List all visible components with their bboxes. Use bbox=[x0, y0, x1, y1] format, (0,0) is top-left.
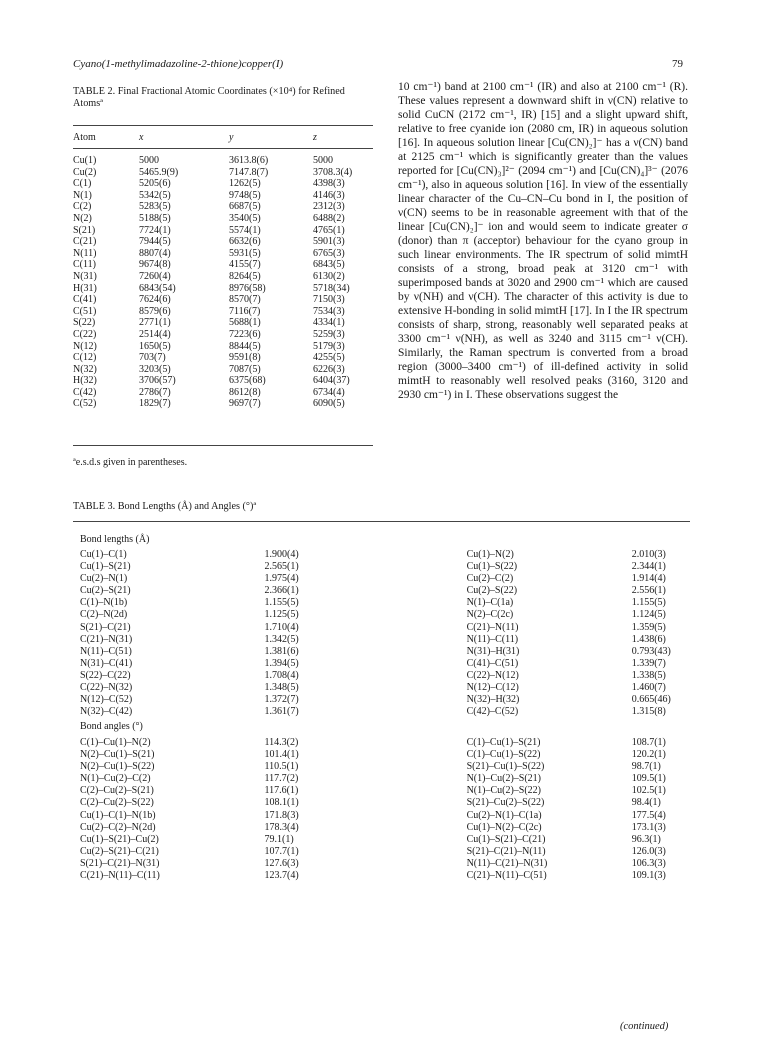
table3-cell: C(22)–N(32) bbox=[80, 682, 133, 694]
table2-cell: C(42) bbox=[73, 386, 97, 398]
table2-cell: 5688(1) bbox=[229, 317, 261, 329]
table3-row bbox=[80, 870, 690, 882]
table3-cell: 1.438(6) bbox=[631, 633, 666, 645]
table2-cell: 6765(3) bbox=[313, 247, 345, 259]
table3-row bbox=[80, 670, 690, 682]
table3-cell: 1.315(8) bbox=[631, 706, 666, 718]
table2-cell: 6687(5) bbox=[229, 201, 261, 213]
table2-cell: C(21) bbox=[73, 236, 97, 248]
table2-cell: 9674(8) bbox=[139, 259, 171, 271]
table2-row bbox=[73, 375, 383, 387]
table3-cell: C(2)–Cu(2)–S(21) bbox=[80, 785, 154, 797]
table3-cell: Cu(1)–N(2)–C(2c) bbox=[466, 821, 542, 833]
table3-row bbox=[80, 785, 690, 797]
table2-cell: H(31) bbox=[73, 282, 97, 294]
table2-cell: 5901(3) bbox=[313, 236, 345, 248]
table2-row bbox=[73, 178, 383, 190]
table3-row bbox=[80, 622, 690, 634]
table3-cell: 0.793(43) bbox=[631, 645, 671, 657]
table2-cell: 7724(1) bbox=[139, 224, 171, 236]
table3-cell: Cu(2)–N(1)–C(1a) bbox=[466, 809, 542, 821]
table3-lengths bbox=[80, 549, 690, 718]
table2-row bbox=[73, 283, 383, 295]
table3-cell: Cu(1)–C(1)–N(1b) bbox=[80, 809, 156, 821]
table2-cell: 2786(7) bbox=[139, 386, 171, 398]
table2-row bbox=[73, 271, 383, 283]
table3-cell: 1.975(4) bbox=[264, 573, 299, 585]
table3-cell: N(2)–Cu(1)–S(22) bbox=[80, 761, 155, 773]
table3-cell: C(21)–N(11)–C(11) bbox=[80, 870, 160, 882]
table2-cell: 7150(3) bbox=[313, 294, 345, 306]
table3-cell: Cu(1)–N(2) bbox=[466, 549, 514, 560]
table3-cell: C(22)–N(12) bbox=[466, 669, 519, 681]
table3-cell: 96.3(1) bbox=[631, 833, 661, 845]
table2-cell: 8579(6) bbox=[139, 305, 171, 317]
table3-cell: 110.5(1) bbox=[264, 761, 299, 773]
table3-cell: 109.5(1) bbox=[631, 773, 666, 785]
table3-cell: C(21)–N(11)–C(51) bbox=[466, 870, 547, 882]
table3-row bbox=[80, 706, 690, 718]
table2-cell: 3613.8(6) bbox=[229, 155, 269, 166]
table2-cell: 7116(7) bbox=[229, 305, 261, 317]
table3-cell: N(2)–Cu(1)–S(21) bbox=[80, 749, 155, 761]
table2-cell: 6090(5) bbox=[313, 398, 345, 410]
table3-cell: C(1)–Cu(1)–N(2) bbox=[80, 737, 151, 748]
table2-caption: TABLE 2. Final Fractional Atomic Coordinates (×10⁴) for Refined Atomsª bbox=[73, 86, 345, 109]
table2-cell: N(12) bbox=[73, 340, 97, 352]
table2-col-y: y bbox=[229, 132, 234, 143]
table2-row bbox=[73, 387, 383, 399]
table3-row bbox=[80, 646, 690, 658]
table3-cell: 123.7(4) bbox=[264, 870, 299, 882]
table2-cell: C(2) bbox=[73, 201, 92, 213]
table3-cell: 120.2(1) bbox=[631, 749, 666, 761]
table2-cell: 5283(5) bbox=[139, 201, 171, 213]
table2-cell: 4155(7) bbox=[229, 259, 261, 271]
running-title: Cyano(1-methylimadazoline-2-thione)copper(I) bbox=[73, 58, 284, 70]
table3-cell: Cu(1)–S(22) bbox=[466, 561, 518, 573]
table3-cell: 1.394(5) bbox=[264, 657, 299, 669]
table3-row bbox=[80, 634, 690, 646]
table2-row bbox=[73, 341, 383, 353]
table2-cell: N(11) bbox=[73, 247, 97, 259]
table3-cell: 1.339(7) bbox=[631, 657, 666, 669]
table3-cell: C(2)–Cu(2)–S(22) bbox=[80, 797, 154, 809]
table3-cell: C(21)–N(11) bbox=[466, 621, 519, 633]
table2-cell: 3706(57) bbox=[139, 375, 176, 387]
table2-cell: 2312(3) bbox=[313, 201, 345, 213]
table3-cell: N(31)–C(41) bbox=[80, 657, 133, 669]
table3-cell: 114.3(2) bbox=[264, 737, 299, 748]
table3-cell: C(1)–Cu(1)–S(22) bbox=[466, 749, 541, 761]
table3-cell: 109.1(3) bbox=[631, 870, 666, 882]
table3-top-rule bbox=[73, 521, 690, 522]
table3-cell: 2.344(1) bbox=[631, 561, 666, 573]
table2-cell: 8264(5) bbox=[229, 270, 261, 282]
table2-row bbox=[73, 329, 383, 341]
table2-cell: 6488(2) bbox=[313, 212, 345, 224]
table2-cell: C(1) bbox=[73, 178, 92, 190]
table3-cell: N(1)–Cu(2)–S(22) bbox=[466, 785, 542, 797]
table2-cell: Cu(2) bbox=[73, 166, 97, 178]
table2-cell: C(52) bbox=[73, 398, 97, 410]
table3-row bbox=[80, 737, 690, 749]
table2-cell: 6130(2) bbox=[313, 270, 345, 282]
table3-cell: 1.342(5) bbox=[264, 633, 299, 645]
table3-cell: 1.381(6) bbox=[264, 645, 299, 657]
table3-cell: 2.556(1) bbox=[631, 585, 666, 597]
table3-cell: Cu(1)–S(21)–Cu(2) bbox=[80, 833, 159, 845]
table3-cell: 1.710(4) bbox=[264, 621, 299, 633]
table2-cell: 703(7) bbox=[139, 352, 166, 364]
table3-cell: N(11)–C(51) bbox=[80, 645, 132, 657]
table2-cell: 1262(5) bbox=[229, 178, 261, 190]
table2-cell: 3540(5) bbox=[229, 212, 261, 224]
table2-row bbox=[73, 213, 383, 225]
table2-cell: 7534(3) bbox=[313, 305, 345, 317]
table2-cell: 6226(3) bbox=[313, 363, 345, 375]
table3-cell: 1.155(5) bbox=[264, 597, 299, 609]
table2-cell: 6404(37) bbox=[313, 375, 350, 387]
table3-row bbox=[80, 858, 690, 870]
table3-cell: C(1)–N(1b) bbox=[80, 597, 128, 609]
table2-row bbox=[73, 155, 383, 167]
table3-cell: Cu(2)–N(1) bbox=[80, 573, 128, 585]
table3-cell: 1.914(4) bbox=[631, 573, 666, 585]
table2-footnote: ªe.s.d.s given in parentheses. bbox=[73, 457, 188, 468]
table2-cell: 9748(5) bbox=[229, 189, 261, 201]
table3-row bbox=[80, 773, 690, 785]
table3-cell: S(22)–C(22) bbox=[80, 669, 131, 681]
table2-row bbox=[73, 225, 383, 237]
table2-cell: 5000 bbox=[313, 155, 333, 166]
table3-cell: 1.359(5) bbox=[631, 621, 666, 633]
table2-cell: 8844(5) bbox=[229, 340, 261, 352]
table3-cell: Cu(2)–S(22) bbox=[466, 585, 518, 597]
table2-cell: C(51) bbox=[73, 305, 97, 317]
body-paragraph: 10 cm⁻¹) band at 2100 cm⁻¹ (IR) and also at 2100 cm⁻¹ (R). These values represent a downward shift in ν(CN) relative to solid CuCN (2172 cm⁻¹, IR) [15] and a slight upward shift, relative to free cyanide ion (2080 cm, IR) in aqueous solution [16]. In aqueous solution linear [Cu(CN)₂]⁻ has a ν(CN) band at 2125 cm⁻¹ which is significantly greater than the values reported for [Cu(CN)₃]²⁻ (2094 cm⁻¹) and [Cu(CN)₄]³⁻ (2076 cm⁻¹), also in aqueous solution [16]. In view of the essentially linear character of the Cu–CN–Cu bond in I, the position of ν(CN) seems to be in reasonable agreement with that of the linear [Cu(CN)₂]⁻ ion and would seem to indicate greater σ (donor) than π (acceptor) behaviour for the cyano group in such linear environments. The IR spectrum of solid mimtH consists of a strong, broad peak at 3120 cm⁻¹ with superimposed bands at 3020 and 2900 cm⁻¹ which are caused by ν(NH) and ν(CH). The character of this activity is due to extensive H-bonding in solid mimtH [17]. In I the IR spectrum consists of sharp, strong, reasonably well separated peaks at 3300 cm⁻¹ ν(NH), as well as 3240 and 3115 cm⁻¹ ν(CH). Similarly, the Raman spectrum is converted from a broad region (3000–3400 cm⁻¹) of ill-defined activity in solid mimtH to reasonably well resolved peaks (3160, 3120 and 2930 cm⁻¹) in I. These observations suggest the bbox=[398, 81, 688, 401]
table2-col-x: x bbox=[139, 132, 144, 143]
table2-cell: 4334(1) bbox=[313, 317, 345, 329]
table3-cell: C(41)–C(51) bbox=[466, 657, 519, 669]
table3-cell: C(2)–N(2d) bbox=[80, 609, 128, 621]
table2-top-rule bbox=[73, 125, 373, 126]
table2-row bbox=[73, 294, 383, 306]
table3-cell: 102.5(1) bbox=[631, 785, 666, 797]
table3-cell: N(1)–Cu(2)–C(2) bbox=[80, 773, 151, 785]
table2-body bbox=[73, 155, 383, 410]
table3-cell: 1.460(7) bbox=[631, 682, 666, 694]
table3-cell: Cu(2)–C(2)–N(2d) bbox=[80, 821, 156, 833]
table3-cell: 127.6(3) bbox=[264, 857, 299, 869]
table2-cell: 6632(6) bbox=[229, 236, 261, 248]
table3-cell: 1.900(4) bbox=[264, 549, 299, 560]
table3-cell: 1.125(5) bbox=[264, 609, 299, 621]
table3-cell: N(31)–H(31) bbox=[466, 645, 520, 657]
table2-row bbox=[73, 236, 383, 248]
table3-cell: 108.1(1) bbox=[264, 797, 299, 809]
table3-cell: 108.7(1) bbox=[631, 737, 666, 748]
table3-cell: Cu(1)–S(21) bbox=[80, 561, 131, 573]
table3-cell: N(1)–Cu(2)–S(21) bbox=[466, 773, 542, 785]
table2-cell: 3708.3(4) bbox=[313, 166, 353, 178]
table3-cell: 106.3(3) bbox=[631, 857, 666, 869]
table2-cell: 9697(7) bbox=[229, 398, 261, 410]
table2-cell: 1829(7) bbox=[139, 398, 171, 410]
table3-row bbox=[80, 797, 690, 809]
table2-cell: 5259(3) bbox=[313, 328, 345, 340]
table3-cell: S(21)–C(21)–N(11) bbox=[466, 845, 546, 857]
table3-row bbox=[80, 561, 690, 573]
table2-cell: 6375(68) bbox=[229, 375, 266, 387]
table3-cell: S(21)–Cu(2)–S(22) bbox=[466, 797, 545, 809]
table2-cell: N(31) bbox=[73, 270, 97, 282]
table3-cell: C(21)–N(31) bbox=[80, 633, 133, 645]
table3-cell: 117.6(1) bbox=[264, 785, 299, 797]
table2-header bbox=[73, 132, 383, 144]
table3-cell: 79.1(1) bbox=[264, 833, 294, 845]
table3-caption: TABLE 3. Bond Lengths (Å) and Angles (°)ª bbox=[73, 501, 257, 512]
table2-cell: 7223(6) bbox=[229, 328, 261, 340]
table2-col-atom: Atom bbox=[73, 132, 96, 143]
table3-row bbox=[80, 810, 690, 822]
table2-cell: C(11) bbox=[73, 259, 96, 271]
table2-row bbox=[73, 259, 383, 271]
table3-row bbox=[80, 585, 690, 597]
table3-cell: N(12)–C(52) bbox=[80, 694, 133, 706]
table3-row bbox=[80, 682, 690, 694]
table3-cell: S(21)–C(21) bbox=[80, 621, 131, 633]
table2-cell: 5342(5) bbox=[139, 189, 171, 201]
table2-cell: 4146(3) bbox=[313, 189, 345, 201]
page-number: 79 bbox=[672, 58, 683, 70]
continued-note: (continued) bbox=[620, 1021, 669, 1032]
table3-row bbox=[80, 609, 690, 621]
table2-cell: 4255(5) bbox=[313, 352, 345, 364]
table2-cell: 5718(34) bbox=[313, 282, 350, 294]
table2-cell: 5574(1) bbox=[229, 224, 261, 236]
table3-cell: 1.361(7) bbox=[264, 706, 299, 718]
table3-cell: 107.7(1) bbox=[264, 845, 299, 857]
table2-cell: 5188(5) bbox=[139, 212, 171, 224]
table2-cell: 5465.9(9) bbox=[139, 166, 179, 178]
table3-cell: 101.4(1) bbox=[264, 749, 299, 761]
table3-cell: N(1)–C(1a) bbox=[466, 597, 514, 609]
table3-cell: C(42)–C(52) bbox=[466, 706, 519, 718]
table2-cell: 7147.8(7) bbox=[229, 166, 269, 178]
table3-cell: Cu(2)–S(21) bbox=[80, 585, 131, 597]
table2-cell: S(21) bbox=[73, 224, 96, 236]
table2-cell: 7944(5) bbox=[139, 236, 171, 248]
table3-cell: 126.0(3) bbox=[631, 845, 666, 857]
table3-angles-heading: Bond angles (°) bbox=[80, 721, 143, 732]
table3-cell: 2.010(3) bbox=[631, 549, 666, 560]
table3-cell: 98.4(1) bbox=[631, 797, 661, 809]
table3-cell: N(12)–C(12) bbox=[466, 682, 519, 694]
table2-row bbox=[73, 352, 383, 364]
table2-row bbox=[73, 364, 383, 376]
table3-cell: 177.5(4) bbox=[631, 809, 666, 821]
table2-row bbox=[73, 201, 383, 213]
table3-row bbox=[80, 658, 690, 670]
table2-cell: 8976(58) bbox=[229, 282, 266, 294]
table3-row bbox=[80, 597, 690, 609]
table2-cell: N(32) bbox=[73, 363, 97, 375]
table3-cell: N(32)–C(42) bbox=[80, 706, 133, 718]
table3-row bbox=[80, 846, 690, 858]
table2-cell: 2771(1) bbox=[139, 317, 171, 329]
table2-cell: 5931(5) bbox=[229, 247, 261, 259]
table2-cell: 5205(6) bbox=[139, 178, 171, 190]
table3-row bbox=[80, 549, 690, 561]
table3-lengths-heading: Bond lengths (Å) bbox=[80, 534, 150, 545]
table2-cell: 5179(3) bbox=[313, 340, 345, 352]
table3-cell: 1.708(4) bbox=[264, 669, 299, 681]
table2-cell: N(1) bbox=[73, 189, 92, 201]
table3-cell: 1.155(5) bbox=[631, 597, 666, 609]
table2-cell: 7624(6) bbox=[139, 294, 171, 306]
table3-row bbox=[80, 822, 690, 834]
table3-cell: 1.124(5) bbox=[631, 609, 666, 621]
table3-cell: 1.372(7) bbox=[264, 694, 299, 706]
table2-cell: 2514(4) bbox=[139, 328, 171, 340]
table3-cell: N(32)–H(32) bbox=[466, 694, 520, 706]
table2-bottom-rule bbox=[73, 445, 373, 446]
table3-cell: N(11)–C(21)–N(31) bbox=[466, 857, 548, 869]
table2-cell: 3203(5) bbox=[139, 363, 171, 375]
table3-row bbox=[80, 834, 690, 846]
table2-cell: N(2) bbox=[73, 212, 92, 224]
table2-cell: 7260(4) bbox=[139, 270, 171, 282]
table3-cell: 171.8(3) bbox=[264, 809, 299, 821]
table3-cell: Cu(1)–S(21)–C(21) bbox=[466, 833, 546, 845]
table2-cell: 8612(8) bbox=[229, 386, 261, 398]
table3-cell: 2.366(1) bbox=[264, 585, 299, 597]
table2-row bbox=[73, 248, 383, 260]
table2-row bbox=[73, 306, 383, 318]
table2-col-z: z bbox=[313, 132, 317, 143]
table2-header-rule bbox=[73, 148, 373, 149]
table2-row bbox=[73, 317, 383, 329]
table3-cell: 1.348(5) bbox=[264, 682, 299, 694]
table2-cell: C(22) bbox=[73, 328, 97, 340]
table3-angles bbox=[80, 737, 690, 882]
table3-cell: 0.665(46) bbox=[631, 694, 671, 706]
table3-cell: 117.7(2) bbox=[264, 773, 299, 785]
table2-row bbox=[73, 167, 383, 179]
table2-cell: H(32) bbox=[73, 375, 97, 387]
table3-cell: 178.3(4) bbox=[264, 821, 299, 833]
table3-cell: S(21)–Cu(1)–S(22) bbox=[466, 761, 545, 773]
table2-cell: 6734(4) bbox=[313, 386, 345, 398]
table2-cell: 8570(7) bbox=[229, 294, 261, 306]
table2-cell: C(12) bbox=[73, 352, 97, 364]
table3-cell: Cu(2)–C(2) bbox=[466, 573, 514, 585]
table3-cell: S(21)–C(21)–N(31) bbox=[80, 857, 160, 869]
table3-cell: 98.7(1) bbox=[631, 761, 661, 773]
table3-cell: 2.565(1) bbox=[264, 561, 299, 573]
table2-cell: 1650(5) bbox=[139, 340, 171, 352]
table2-row bbox=[73, 190, 383, 202]
table3-cell: 173.1(3) bbox=[631, 821, 666, 833]
table2-row bbox=[73, 398, 383, 410]
table2-cell: 6843(54) bbox=[139, 282, 176, 294]
table3-cell: Cu(1)–C(1) bbox=[80, 549, 127, 560]
table2-cell: 4398(3) bbox=[313, 178, 345, 190]
table2-cell: C(41) bbox=[73, 294, 97, 306]
table3-cell: Cu(2)–S(21)–C(21) bbox=[80, 845, 159, 857]
table2-cell: 8807(4) bbox=[139, 247, 171, 259]
table3-cell: N(11)–C(11) bbox=[466, 633, 519, 645]
table3-row bbox=[80, 573, 690, 585]
table3-cell: 1.338(5) bbox=[631, 669, 666, 681]
table3-row bbox=[80, 694, 690, 706]
table2-cell: 6843(5) bbox=[313, 259, 345, 271]
table2-cell: 7087(5) bbox=[229, 363, 261, 375]
table3-row bbox=[80, 761, 690, 773]
table3-row bbox=[80, 749, 690, 761]
table3-cell: N(2)–C(2c) bbox=[466, 609, 514, 621]
table2-cell: 5000 bbox=[139, 155, 159, 166]
table2-cell: 9591(8) bbox=[229, 352, 261, 364]
table2-cell: S(22) bbox=[73, 317, 96, 329]
table3-cell: C(1)–Cu(1)–S(21) bbox=[466, 737, 541, 748]
table2-cell: Cu(1) bbox=[73, 155, 97, 166]
table2-cell: 4765(1) bbox=[313, 224, 345, 236]
